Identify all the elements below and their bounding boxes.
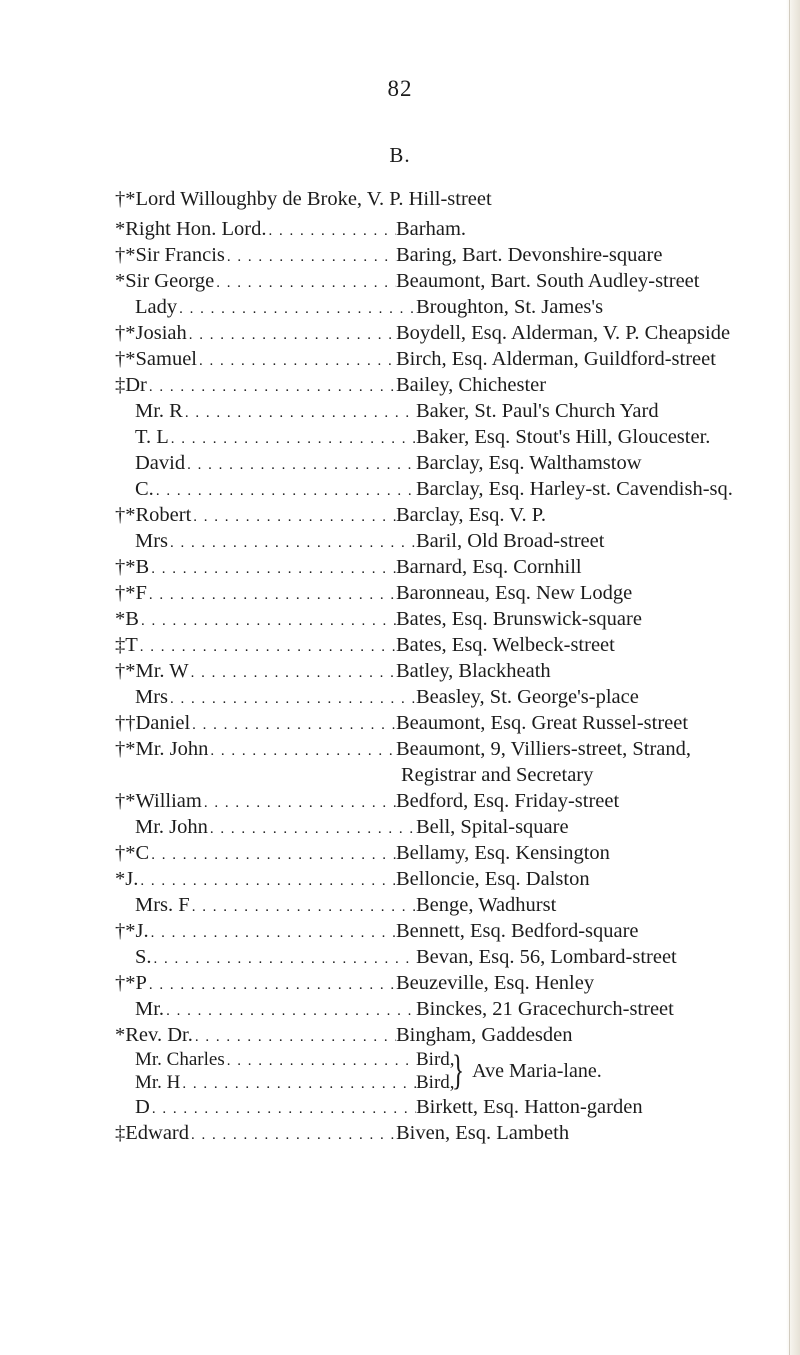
- given-name-cell: [115, 814, 416, 842]
- entry-prefix: *: [115, 608, 126, 630]
- leader-dots: [187, 452, 416, 478]
- list-entry: [115, 1094, 795, 1120]
- leader-dots: [199, 348, 396, 374]
- list-entry: [115, 918, 795, 944]
- entry-prefix: ‡: [115, 1122, 126, 1144]
- given-name: Samuel: [135, 348, 197, 370]
- list-entry: [115, 970, 795, 996]
- leader-dots: [195, 1024, 396, 1050]
- given-name: Josiah: [135, 322, 187, 344]
- given-name-cell: [115, 294, 416, 322]
- surname-address: Boydell, Esq. Alderman, V. P. Cheapside: [396, 322, 731, 344]
- surname-address: Bailey, Chichester: [396, 374, 547, 396]
- given-name: Mr. W: [135, 660, 189, 682]
- list-entry: [115, 632, 795, 658]
- given-name: Lady: [135, 296, 178, 318]
- entry-prefix: †*: [115, 322, 136, 344]
- given-name-cell: [115, 892, 416, 920]
- given-name-cell: [115, 320, 396, 348]
- leader-dots: [185, 400, 416, 426]
- entry-prefix: †*: [115, 348, 136, 370]
- list-entry: [115, 294, 795, 320]
- bird-brace-group: [115, 1048, 795, 1094]
- entry-prefix: ††: [115, 712, 136, 734]
- surname-address: Barham.: [396, 218, 467, 240]
- leader-dots: [140, 868, 396, 894]
- given-name-cell: [115, 450, 416, 478]
- list-entry: [115, 398, 795, 424]
- leader-dots: [191, 660, 396, 686]
- given-name: D: [135, 1096, 150, 1118]
- given-name: William: [135, 790, 202, 812]
- list-entry: [115, 580, 795, 606]
- list-entry: [115, 866, 795, 892]
- given-name-cell: [115, 580, 396, 608]
- given-name: S.: [135, 946, 152, 968]
- given-name-cell: [115, 970, 396, 998]
- given-name-cell: [115, 1048, 416, 1073]
- leader-dots: [227, 1050, 416, 1073]
- given-name: Edward: [125, 1122, 190, 1144]
- surname-address: Bedford, Esq. Friday-street: [396, 790, 620, 812]
- list-entry: [115, 658, 795, 684]
- list-entry: [115, 502, 795, 528]
- entry-prefix: †*: [115, 972, 136, 994]
- surname-address: Baronneau, Esq. New Lodge: [396, 582, 633, 604]
- leader-dots: [154, 946, 416, 972]
- given-name: Sir Francis: [135, 244, 225, 266]
- list-entry: [115, 216, 795, 242]
- leader-dots: [204, 790, 396, 816]
- entry-prefix: †*: [115, 660, 136, 682]
- entry-prefix: *: [115, 1024, 126, 1046]
- surname: Bird,: [416, 1049, 455, 1070]
- given-name-cell: [115, 788, 396, 816]
- given-name: J.: [125, 868, 139, 890]
- given-name-cell: [115, 242, 396, 270]
- list-entry: [115, 320, 795, 346]
- list-entry: [115, 1120, 795, 1146]
- surname-address: Birch, Esq. Alderman, Guildford-street: [396, 348, 716, 370]
- first-entry: [115, 188, 492, 211]
- given-name-cell: [115, 1120, 396, 1148]
- list-entry: [115, 1022, 795, 1048]
- list-entry: [115, 892, 795, 918]
- list-entry: [115, 606, 795, 632]
- given-name: Mrs: [135, 530, 169, 552]
- leader-dots: [210, 816, 416, 842]
- subscriber-list: [115, 216, 795, 1146]
- leader-dots: [170, 686, 416, 712]
- continuation-line: Registrar and Secretary: [401, 764, 594, 786]
- surname-address: Bates, Esq. Welbeck-street: [396, 634, 615, 656]
- leader-dots: [192, 712, 396, 738]
- given-name-cell: [115, 736, 396, 764]
- given-name: P: [135, 972, 147, 994]
- leader-dots: [210, 738, 396, 764]
- entry-prefix: ‡: [115, 374, 126, 396]
- given-name-cell: [115, 684, 416, 712]
- surname-address: Baker, Esq. Stout's Hill, Gloucester.: [416, 426, 711, 448]
- given-name-cell: [115, 918, 396, 946]
- list-entry: [115, 996, 795, 1022]
- given-name: David: [135, 452, 186, 474]
- given-name: T: [125, 634, 138, 656]
- given-name: Robert: [135, 504, 192, 526]
- given-name-cell: [115, 1071, 416, 1096]
- given-name: B: [125, 608, 139, 630]
- given-name-cell: [115, 372, 396, 400]
- given-name-cell: [115, 528, 416, 556]
- list-entry: [115, 476, 795, 502]
- surname-address: Beuzeville, Esq. Henley: [396, 972, 595, 994]
- list-entry: [115, 268, 795, 294]
- leader-dots: [171, 426, 416, 452]
- leader-dots: [151, 920, 396, 946]
- given-name-cell: [115, 1094, 416, 1122]
- given-name: Mr. Charles: [135, 1049, 225, 1070]
- given-name: C: [135, 842, 150, 864]
- surname-address: Beasley, St. George's-place: [416, 686, 639, 708]
- list-entry: [115, 710, 795, 736]
- given-name: F: [135, 582, 147, 604]
- entry-prefix: †*: [115, 842, 136, 864]
- entry-prefix: †*: [115, 188, 136, 210]
- leader-dots: [268, 218, 396, 244]
- surname-address: Birkett, Esq. Hatton-garden: [416, 1096, 643, 1118]
- given-name-cell: [115, 658, 396, 686]
- given-name: T. L: [135, 426, 169, 448]
- surname-address: Bell, Spital-square: [416, 816, 569, 838]
- list-entry: [115, 1048, 455, 1071]
- surname-address: Beaumont, 9, Villiers-street, Strand,: [396, 738, 692, 760]
- given-name-cell: [115, 710, 396, 738]
- surname-address: Broughton, St. James's: [416, 296, 604, 318]
- surname-address: Binckes, 21 Gracechurch-street: [416, 998, 674, 1020]
- leader-dots: [179, 296, 416, 322]
- given-name-cell: [115, 268, 396, 296]
- given-name: Sir George: [125, 270, 215, 292]
- list-entry: [115, 840, 795, 866]
- leader-dots: [149, 972, 396, 998]
- list-entry: [115, 788, 795, 814]
- page-number: 82: [387, 76, 413, 101]
- leader-dots: [140, 634, 396, 660]
- list-entry: [115, 1071, 455, 1094]
- entry-prefix: †*: [115, 920, 136, 942]
- entry-prefix: *: [115, 218, 126, 240]
- entry-prefix: †*: [115, 244, 136, 266]
- leader-dots: [149, 582, 396, 608]
- entry-prefix: *: [115, 868, 126, 890]
- given-name: Mrs: [135, 686, 169, 708]
- given-name-cell: [115, 606, 396, 634]
- surname-address: Bates, Esq. Brunswick-square: [396, 608, 642, 630]
- leader-dots: [191, 1122, 396, 1148]
- leader-dots: [182, 1073, 416, 1096]
- given-name: Mr. H: [135, 1072, 181, 1093]
- leader-dots: [151, 556, 396, 582]
- surname: Bird,: [416, 1072, 455, 1093]
- surname-address: Barclay, Esq. Harley-st. Cavendish-sq.: [416, 478, 733, 500]
- given-name-cell: [115, 996, 416, 1024]
- leader-dots: [193, 504, 396, 530]
- leader-dots: [141, 608, 396, 634]
- given-name: Daniel: [135, 712, 191, 734]
- given-name: Right Hon. Lord.: [125, 218, 267, 240]
- surname-address: Baker, St. Paul's Church Yard: [416, 400, 659, 422]
- given-name: Rev. Dr.: [125, 1024, 193, 1046]
- surname-address: Bevan, Esq. 56, Lombard-street: [416, 946, 677, 968]
- leader-dots: [189, 322, 396, 348]
- surname-address: Bingham, Gaddesden: [396, 1024, 573, 1046]
- given-name-cell: [115, 424, 416, 452]
- list-entry: [115, 554, 795, 580]
- entry-prefix: †*: [115, 790, 136, 812]
- surname-address: Benge, Wadhurst: [416, 894, 557, 916]
- leader-dots: [166, 998, 416, 1024]
- entry-prefix: †*: [115, 504, 136, 526]
- list-entry: [115, 944, 795, 970]
- given-name: C.: [135, 478, 154, 500]
- right-brace-glyph: }: [452, 1048, 465, 1094]
- shared-address: Ave Maria-lane.: [472, 1059, 602, 1082]
- given-name-cell: [115, 866, 396, 894]
- entry-text: Lord Willoughby de Broke, V. P. Hill-street: [135, 188, 492, 210]
- given-name: Mr. John: [135, 738, 209, 760]
- given-name-cell: [115, 1022, 396, 1050]
- given-name: B: [135, 556, 150, 578]
- section-heading: B.: [389, 143, 411, 167]
- leader-dots: [156, 478, 416, 504]
- leader-dots: [192, 894, 416, 920]
- surname-address: Belloncie, Esq. Dalston: [396, 868, 590, 890]
- given-name-cell: [115, 632, 396, 660]
- given-name-cell: [115, 476, 416, 504]
- surname-address: Barnard, Esq. Cornhill: [396, 556, 582, 578]
- surname-address: Baril, Old Broad-street: [416, 530, 605, 552]
- list-entry: [115, 346, 795, 372]
- entry-prefix: †*: [115, 582, 136, 604]
- list-entry: [115, 424, 795, 450]
- surname-address: Barclay, Esq. V. P.: [396, 504, 546, 526]
- surname-address: Beaumont, Esq. Great Russel-street: [396, 712, 689, 734]
- list-entry: [115, 528, 795, 554]
- list-entry: [115, 242, 795, 268]
- leader-dots: [149, 374, 396, 400]
- given-name-cell: [115, 398, 416, 426]
- surname-address: Beaumont, Bart. South Audley-street: [396, 270, 700, 292]
- leader-dots: [227, 244, 396, 270]
- given-name-cell: [115, 840, 396, 868]
- list-entry: [115, 684, 795, 710]
- surname-address: Bellamy, Esq. Kensington: [396, 842, 610, 864]
- surname-address: Baring, Bart. Devonshire-square: [396, 244, 663, 266]
- given-name-cell: [115, 346, 396, 374]
- given-name: Mr. John: [135, 816, 208, 838]
- given-name: J.: [135, 920, 149, 942]
- given-name: Dr: [125, 374, 147, 396]
- given-name: Mr. R: [135, 400, 183, 422]
- list-entry: [115, 736, 795, 762]
- surname-address: Batley, Blackheath: [396, 660, 551, 682]
- given-name-cell: [115, 502, 396, 530]
- surname-address: Bennett, Esq. Bedford-square: [396, 920, 639, 942]
- given-name: Mrs. F: [135, 894, 190, 916]
- leader-dots: [170, 530, 416, 556]
- entry-prefix: ‡: [115, 634, 126, 656]
- given-name: Mr.: [135, 998, 165, 1020]
- surname-address: Biven, Esq. Lambeth: [396, 1122, 570, 1144]
- given-name-cell: [115, 554, 396, 582]
- entry-prefix: †*: [115, 556, 136, 578]
- entry-prefix: †*: [115, 738, 136, 760]
- surname-address: Barclay, Esq. Walthamstow: [416, 452, 642, 474]
- list-entry: [115, 814, 795, 840]
- leader-dots: [216, 270, 396, 296]
- entry-prefix: *: [115, 270, 126, 292]
- list-entry: [115, 450, 795, 476]
- given-name-cell: [115, 216, 396, 244]
- leader-dots: [151, 842, 396, 868]
- given-name-cell: [115, 944, 416, 972]
- list-entry: [115, 372, 795, 398]
- bird-rows: [115, 1048, 455, 1094]
- leader-dots: [152, 1096, 416, 1122]
